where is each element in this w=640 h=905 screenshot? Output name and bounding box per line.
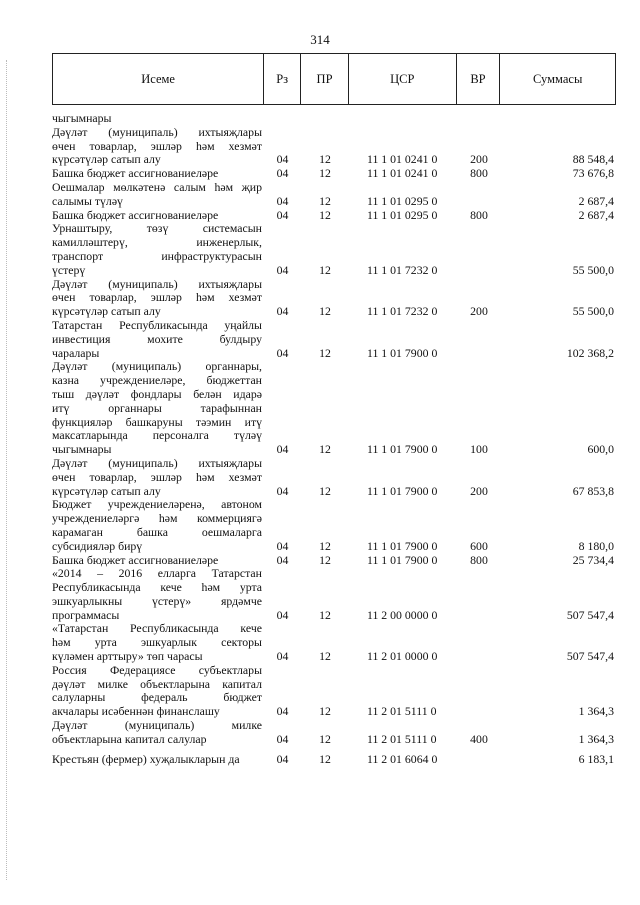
row-name-line: Республикасында кече һәм урта	[52, 580, 262, 595]
row-pr: 12	[319, 345, 331, 360]
row-vr: 600	[470, 538, 488, 553]
row-rz: 04	[276, 207, 289, 222]
row-name-line: күрсәтүләр сатып алу	[52, 483, 161, 498]
row-pr: 12	[319, 262, 331, 277]
row-csr: 11 1 01 7900 0	[367, 442, 438, 457]
row-name-line: Татарстан Республикасында уңайлы	[52, 317, 262, 332]
row-name-line: чаралары	[52, 345, 100, 360]
table-body	[52, 112, 616, 766]
row-name-line: учреждениеләргә һәм коммерциягә	[52, 511, 262, 526]
row-vr	[457, 567, 501, 622]
row-name-line: Дәүләт (муниципаль) ихтыяҗлары	[52, 455, 262, 470]
table-row	[52, 664, 616, 719]
row-name	[52, 278, 264, 319]
row-name-line: чыгымнары	[52, 111, 112, 125]
row-csr: 11 1 01 7900 0	[367, 552, 438, 567]
row-name	[52, 567, 264, 622]
row-name-line: функцияләр башкаруны тәэмин итү	[52, 414, 262, 429]
table-row	[52, 319, 616, 360]
row-csr: 11 1 01 0295 0	[367, 207, 438, 222]
row-vr: 200	[470, 152, 488, 167]
row-name-line: инвестиция мохите булдыру	[52, 331, 262, 346]
row-pr: 12	[319, 442, 331, 457]
row-sum	[501, 112, 616, 126]
row-vr: 200	[470, 304, 488, 319]
row-vr: 800	[470, 166, 488, 181]
row-vr	[457, 112, 501, 126]
row-name-line: камилләштерү, инженерлык,	[52, 235, 262, 250]
row-name-line: дәүләт милке объектларына капитал	[52, 676, 262, 691]
row-rz: 04	[276, 152, 289, 167]
row-vr: 400	[470, 731, 488, 746]
row-name	[52, 753, 264, 767]
row-csr: 11 1 01 7232 0	[367, 262, 438, 277]
row-name	[52, 181, 264, 209]
row-csr	[349, 112, 457, 126]
row-sum: 25 734,4	[572, 552, 614, 567]
row-vr	[457, 622, 501, 663]
row-rz	[264, 112, 301, 126]
row-sum: 55 500,0	[572, 262, 614, 277]
row-sum: 1 364,3	[578, 731, 614, 746]
row-name-line: Башка бюджет ассигнованиеләре	[52, 207, 219, 222]
table-row	[52, 753, 616, 767]
budget-table	[52, 53, 616, 766]
row-name-line: карамаган башка оешмаларга	[52, 524, 262, 539]
row-pr: 12	[319, 152, 331, 167]
header-name: Исеме	[53, 54, 264, 104]
row-pr: 12	[319, 731, 331, 746]
row-name-line: Бюджет учреждениеләренә, автоном	[52, 497, 262, 512]
row-name	[52, 498, 264, 553]
row-vr	[457, 319, 501, 360]
table-row	[52, 278, 616, 319]
row-csr: 11 2 00 0000 0	[367, 607, 438, 622]
row-vr: 800	[470, 207, 488, 222]
row-name-line: эшкуарлыкны үстерү» ярдәмче	[52, 593, 262, 608]
row-csr: 11 2 01 5111 0	[367, 704, 437, 719]
row-pr: 12	[319, 166, 331, 181]
row-rz: 04	[276, 304, 289, 319]
row-name-line: чыгымнары	[52, 442, 112, 457]
row-pr: 12	[319, 649, 331, 664]
row-name-line: күрсәтүләр сатып алу	[52, 304, 161, 319]
row-pr: 12	[319, 483, 331, 498]
row-sum: 73 676,8	[572, 166, 614, 181]
header-pr: ПР	[301, 54, 349, 104]
row-sum: 2 687,4	[578, 193, 614, 208]
row-rz: 04	[276, 704, 289, 719]
row-name	[52, 126, 264, 167]
row-pr: 12	[319, 538, 331, 553]
binding-margin	[6, 60, 7, 880]
row-pr: 12	[319, 552, 331, 567]
row-name-line: күрсәтүләр сатып алу	[52, 152, 161, 167]
row-sum: 507 547,4	[566, 649, 614, 664]
row-vr	[457, 664, 501, 719]
row-name-line: Оешмалар мөлкәтенә салым һәм җир	[52, 179, 262, 194]
row-vr: 100	[470, 442, 488, 457]
table-header	[52, 53, 616, 105]
row-rz: 04	[276, 607, 289, 622]
row-pr	[301, 112, 349, 126]
row-name-line: «2014 – 2016 елларга Татарстан	[52, 566, 262, 581]
header-csr: ЦСР	[349, 54, 457, 104]
row-csr: 11 1 01 0241 0	[367, 152, 438, 167]
row-name	[52, 209, 264, 223]
table-row	[52, 554, 616, 568]
row-name-line: үстерү	[52, 262, 86, 277]
row-name	[52, 222, 264, 277]
table-row	[52, 457, 616, 498]
table-row	[52, 126, 616, 167]
row-csr: 11 1 01 7900 0	[367, 538, 438, 553]
row-vr: 200	[470, 483, 488, 498]
table-row	[52, 719, 616, 747]
table-row	[52, 167, 616, 181]
row-name	[52, 664, 264, 719]
table-row	[52, 360, 616, 457]
row-pr: 12	[319, 607, 331, 622]
row-name-line: Башка бюджет ассигнованиеләре	[52, 552, 219, 567]
row-name-line: Дәүләт (муниципаль) органнары,	[52, 359, 262, 374]
row-csr: 11 2 01 6064 0	[367, 751, 438, 766]
row-csr: 11 1 01 0295 0	[367, 193, 438, 208]
row-csr: 11 2 01 0000 0	[367, 649, 438, 664]
row-name-line: «Татарстан Республикасында кече	[52, 621, 262, 636]
row-name-line: Дәүләт (муниципаль) ихтыяҗлары	[52, 124, 262, 139]
table-row	[52, 622, 616, 663]
row-name-line: казна учреждениеләре, бюджеттан	[52, 373, 262, 388]
row-name-line: итү органнары тарафыннан	[52, 400, 262, 415]
row-name-line: программасы	[52, 607, 120, 622]
row-rz: 04	[276, 483, 289, 498]
row-name-line: акчалары исәбеннән финанслашу	[52, 704, 220, 719]
row-name-line: тыш дәүләт фондлары белән идарә	[52, 386, 262, 401]
row-name	[52, 319, 264, 360]
row-name	[52, 719, 264, 747]
header-sum: Суммасы	[533, 71, 583, 86]
row-name-line: Крестьян (фермер) хуҗалыкларын да	[52, 751, 240, 766]
row-vr: 800	[470, 552, 488, 567]
row-name-line: салуларны федераль бюджет	[52, 690, 262, 705]
row-vr	[457, 753, 501, 767]
row-name-line: Дәүләт (муниципаль) милке	[52, 718, 262, 733]
row-pr: 12	[319, 751, 331, 766]
row-name-line: өчен товарлар, эшләр һәм хезмәт	[52, 290, 262, 305]
row-sum: 2 687,4	[578, 207, 614, 222]
row-rz: 04	[276, 649, 289, 664]
row-rz: 04	[276, 731, 289, 746]
table-row	[52, 498, 616, 553]
row-rz: 04	[276, 538, 289, 553]
row-name	[52, 167, 264, 181]
row-name-line: һәм урта эшкуарлык секторы	[52, 635, 262, 650]
table-row	[52, 181, 616, 209]
row-name	[52, 457, 264, 498]
row-sum: 6 183,1	[578, 751, 614, 766]
row-name-line: Дәүләт (муниципаль) ихтыяҗлары	[52, 276, 262, 291]
row-name	[52, 112, 264, 126]
row-vr	[457, 222, 501, 277]
row-pr: 12	[319, 193, 331, 208]
row-name	[52, 554, 264, 568]
table-row	[52, 567, 616, 622]
row-name-line: күләмен арттыру» төп чарасы	[52, 649, 203, 664]
row-csr: 11 2 01 5111 0	[367, 731, 437, 746]
row-rz: 04	[276, 345, 289, 360]
row-pr: 12	[319, 304, 331, 319]
row-rz: 04	[276, 262, 289, 277]
row-pr: 12	[319, 207, 331, 222]
row-rz: 04	[276, 552, 289, 567]
row-pr: 12	[319, 704, 331, 719]
table-row	[52, 222, 616, 277]
row-csr: 11 1 01 7232 0	[367, 304, 438, 319]
row-sum: 1 364,3	[578, 704, 614, 719]
row-sum: 55 500,0	[572, 304, 614, 319]
row-sum: 600,0	[587, 442, 614, 457]
row-name	[52, 360, 264, 457]
row-rz: 04	[276, 751, 289, 766]
row-name-line: Россия Федерациясе субъектлары	[52, 662, 262, 677]
row-sum: 507 547,4	[566, 607, 614, 622]
row-rz: 04	[276, 442, 289, 457]
page-number: 314	[310, 32, 330, 47]
header-rz: Рз	[264, 54, 301, 104]
header-vr: ВР	[457, 54, 501, 104]
row-name-line: Урнаштыру, төзү системасын	[52, 221, 262, 236]
row-sum: 102 368,2	[566, 345, 614, 360]
table-row	[52, 209, 616, 223]
row-sum: 67 853,8	[572, 483, 614, 498]
row-name-line: субсидияләр бирү	[52, 538, 143, 553]
row-name-line: транспорт инфраструктурасын	[52, 248, 262, 263]
row-name-line: Башка бюджет ассигнованиеләре	[52, 166, 219, 181]
row-vr	[457, 181, 501, 209]
row-csr: 11 1 01 7900 0	[367, 483, 438, 498]
row-name-line: максатларында персоналга түләү	[52, 428, 262, 443]
table-row	[52, 112, 616, 126]
row-sum: 8 180,0	[578, 538, 614, 553]
row-name-line: өчен товарлар, эшләр һәм хезмәт	[52, 469, 262, 484]
row-rz: 04	[276, 193, 289, 208]
row-csr: 11 1 01 7900 0	[367, 345, 438, 360]
row-name-line: объектларына капитал салулар	[52, 731, 207, 746]
row-name	[52, 622, 264, 663]
row-sum: 88 548,4	[572, 152, 614, 167]
row-csr: 11 1 01 0241 0	[367, 166, 438, 181]
row-rz: 04	[276, 166, 289, 181]
row-name-line: өчен товарлар, эшләр һәм хезмәт	[52, 138, 262, 153]
row-name-line: салымы түләү	[52, 193, 123, 208]
